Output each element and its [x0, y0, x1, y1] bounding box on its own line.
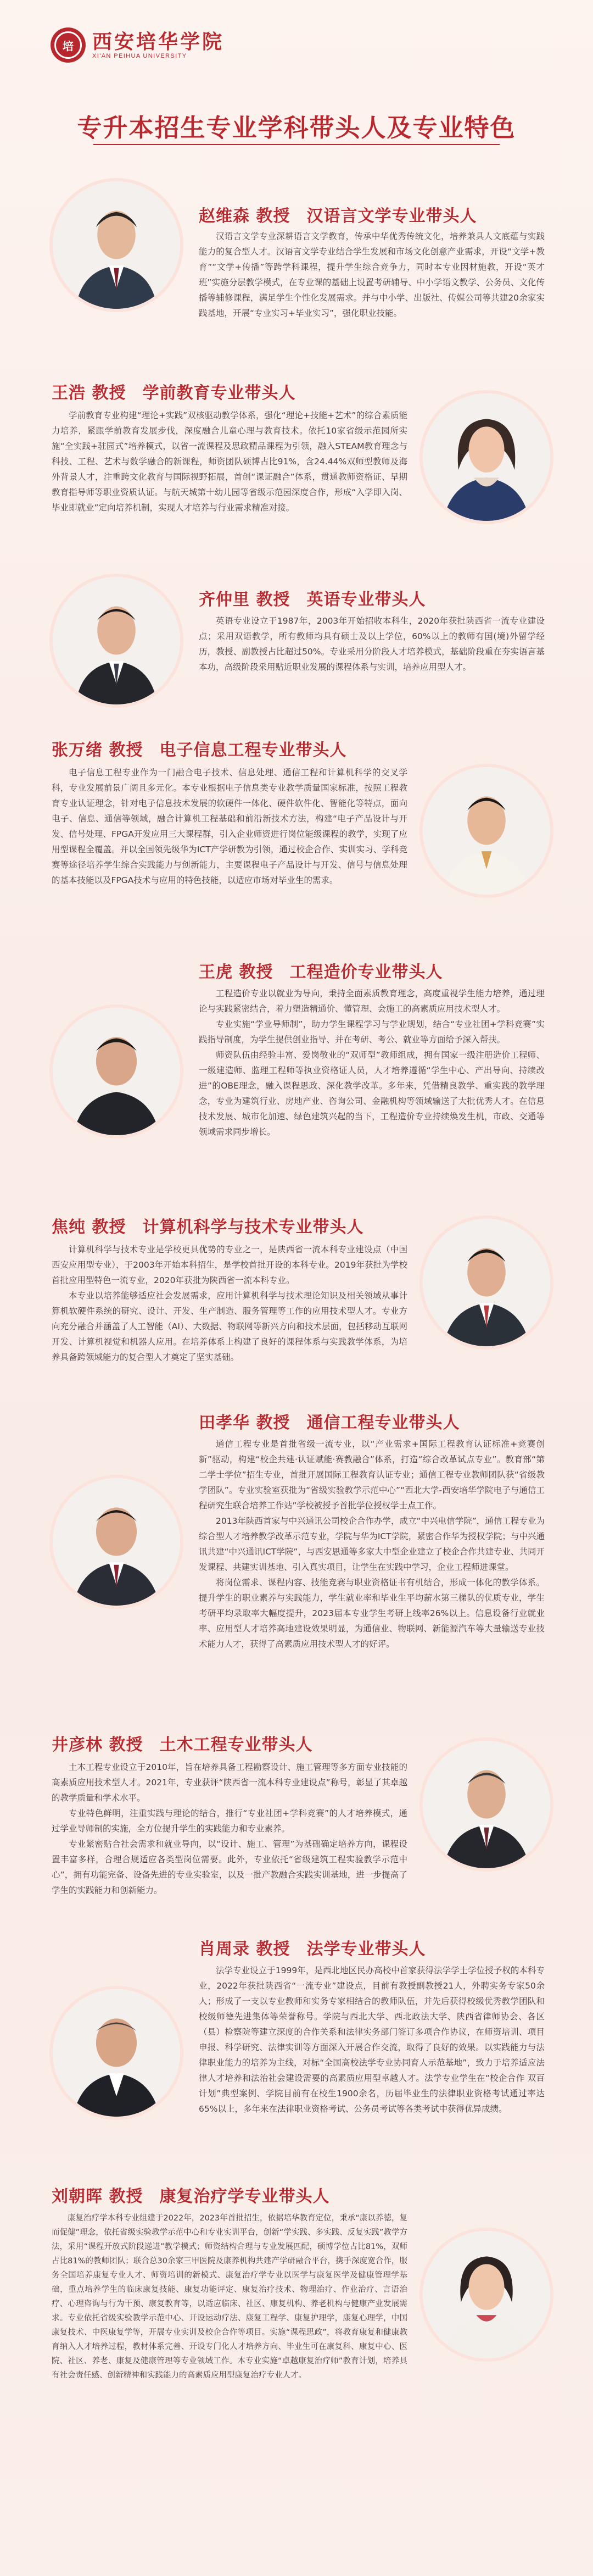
leader-name: 肖周录 教授 — [199, 1940, 290, 1959]
logo-chinese-name: 西安培华学院 — [92, 30, 225, 53]
portrait-zhang — [423, 767, 550, 895]
description-paragraph: 将岗位需求、课程内容、技能竞赛与职业资格证书有机结合，形成一体化的教学体系。提升学生的职业素养与实践能力，学生就业率和毕业生平均薪水第三梯队的优质专业，学生考研平均录取率大幅度提升，2023届本专业学生考研上线率26%以上。信息设备行业就业率、应用型人才培养高地建设效果明显，为通信业、物联网、新能源汽车等大量输送专业技术能力人才，获得了高素质应用技术型人才的好评。 — [199, 1578, 545, 1649]
leader-name: 赵维森 教授 — [199, 207, 290, 226]
university-seal-icon — [51, 27, 86, 63]
leader-role: 通信工程专业带头人 — [306, 1413, 460, 1433]
leader-role: 汉语言文学专业带头人 — [306, 207, 477, 226]
description-paragraph: 康复治疗学本科专业组建于2022年，2023年首批招生，依据培华教育定位，秉承“康以养德，复而促健”理念，依托省级实验教学示范中心和专业实训平台，创新“学实践、多实践、反复实践”教学方法，采用“课程开放式阶段递进”教学模式；师资结构合理与专业发展匹配，硕博学位占比81%，双师占比81%的教师团队；联合总30余家三甲医院及康养机构共建产学研融合平台，携手深度宽合作，服务全国培养康复专业人才、师资培训的新模式、康复治疗学专业以医学与康复医学及健康管理学基础，重点培养学生的临床康复技能、康复功能评定、康复治疗技术、物理治疗、作业治疗、言语治疗、心理咨询与行为干预、康复教育等，以适应临床、社区、康复机构、养老机构与健康产业发展需求。专业依托省级实验教学示范中心、开设运动疗法、康复工程学、康复护理学，康复心理学，中国康复技术、中医康复学等，开展专业实训及校企合作等项目。实施“课程思政”，将教育康复和健康教育纳入人才培养过程，教材体系完善、开设专门化人才培养方向、毕业生可在康复科、康复中心、医院、社区、养老、康复及健康管理等专业领域工作。本专业实施“卓越康复治疗师”教育计划，培养具有社会责任感、创新精神和实践能力的高素质应用型康复治疗专业人才。 — [52, 2214, 407, 2380]
description-paragraph: 专业实施“学业导师制”，助力学生课程学习与学业规划，结合“专业社团+学科竞赛”实践指导制度，为学生提供创业指导、并在考研、考公、就业等方面给予深入帮扶。 — [199, 1019, 545, 1045]
description-paragraph: 学前教育专业构建“理论+实践”双核驱动教学体系，强化“理论+技能+艺术”的综合素质能力培养，紧跟学前教育发展步伐，深度融合儿童心理与教育技术。依托10家省级示范园所实施“全实践+驻园式”培养模式，以省一流课程及思政精品课程为引领，融入STEAM教育理念与科技、工程、艺术与数学融合的新课程，师资团队硕博占比91%，含24.44%双师型教师及海外背景人才，注重跨文化教育与国际视野拓展，首创“课证融合”体系，贯通教师资格证、早期教育指导师等职业资质认证。与航天城第十幼儿园等省级示范园深度合作，形成“入学即入岗、毕业即就业”定向培养机制，实现人才培养与行业需求精准对接。 — [52, 410, 407, 513]
section-heading — [52, 2183, 329, 2207]
section-heading — [199, 958, 443, 982]
portrait-tian — [53, 1478, 180, 1606]
leader-name: 焦纯 教授 — [52, 1218, 126, 1237]
section-description — [199, 1436, 545, 1652]
portrait-qi — [53, 577, 180, 704]
description-paragraph: 汉语言文学专业深耕语言文学教育，传承中华优秀传统文化，培养兼具人文底蕴与实践能力的复合型人才。汉语言文学专业结合学生发展和市场文化创意产业需求，开设“文学+教育”“文学+传播”等跨学科课程，提升学生综合竞争力，同时本专业因材施教，开设“英才班”实施分层教学模式，在专业课的基础上设置考研辅导、中小学语文教学、公务员、文化传播等辅修课程，满足学生个性化发展需求。并与中小学、出版社、传媒公司等共建20余家实践基地，开展“专业实习+毕业实习”，强化职业技能。 — [199, 231, 545, 318]
leader-name: 田孝华 教授 — [199, 1413, 290, 1433]
description-paragraph: 土木工程专业设立于2010年，旨在培养具备工程勘察设计、施工管理等多方面专业技能的高素质应用技术型人才。2021年，专业获评“陕西省一流本科专业建设点”称号，彰显了其卓越的教学质量和学术水平。 — [52, 1762, 407, 1803]
description-paragraph: 本专业以培养能够适应社会发展需求，应用计算机科学与技术理论知识及相关领域从事计算机软硬件系统的研究、设计、开发、生产制造、服务管理等工作的应用技术型人才。专业方向充分融合并涵盖了人工智能（AI）、大数据、物联网等新兴方向和技术层面，包括移动互联网开发、计算机视觉和机器人应用。在培养体系上构建了良好的课程体系与实践教学体系，为培养具备跨领域能力的复合型人才奠定了坚实基础。 — [52, 1291, 407, 1362]
section-description — [199, 1963, 545, 2117]
section-heading — [52, 736, 346, 760]
section-description — [52, 408, 407, 515]
section-heading — [199, 1935, 426, 1959]
leader-role: 英语专业带头人 — [306, 590, 426, 609]
section-heading — [199, 1409, 460, 1433]
leader-role: 学前教育专业带头人 — [142, 384, 296, 403]
description-paragraph: 法学专业设立于1999年，是西北地区民办高校中首家获得法学学士学位授予权的本科专业，2022年获批陕西省“一流专业”建设点，目前有教授副教授21人，外聘实务专家50余人；形成了一支以专业教师和实务专家相结合的教师队伍，并先后获得校级优秀教学团队和校级师德先进集体等荣誉称号。学院与西北大学、西北政法大学、陕西省律师协会、各区（县）检察院等建立深度的合作关系和法律实务部门签订多项合作协议，在师资培训、项目申报、科学研究、法律实训等方面深入开展合作交流，取得了良好的效果。以实践能力与法律职业能力的培养为主线，对标“全国高校法学专业协同育人示范基地”，致力于培养适应法律人才培养和法治社会建设需要的高素质应用型卓越人才。法学专业学生在“校企合作 双百计划”典型案例、学院目前有在校生1900余名，历届毕业生的法律职业资格考试通过率达65%以上，多年来在法律职业资格考试、公务员考试等各类考试中获得优异成绩。 — [199, 1966, 545, 2114]
logo-english-name: XI'AN PEIHUA UNIVERSITY — [92, 53, 187, 59]
leader-name: 井彦林 教授 — [52, 1735, 143, 1755]
portrait-wang-hu — [53, 1008, 180, 1135]
section-description — [52, 1759, 407, 1898]
description-paragraph: 专业紧密贴合社会需求和就业导向，以“设计、施工、管理”为基础确定培养方向，课程设置丰富多样，合理合规适应各类型岗位需要。此外，专业依托“省级建筑工程实验教学示范中心”，拥有功能完备、设备先进的专业实验室，以及一批产教融合实践实训基地，进一步提高了学生的实践能力和创新能力。 — [52, 1839, 407, 1895]
section-heading — [199, 202, 477, 226]
leader-role: 工程造价专业带头人 — [289, 963, 443, 982]
title-divider — [93, 144, 500, 145]
seal-character: 培 — [54, 31, 82, 59]
description-paragraph: 英语专业设立于1987年，2003年开始招收本科生，2020年获批陕西省一流专业建设点；采用双语教学，所有教师均具有硕士及以上学位，60%以上的教师有国(境)外留学经历，教授、副教授占比超过50%。专业采用分阶段人才培养模式，基础阶段重在夯实语言基本功，高级阶段采用贴近职业发展的课程体系与实训，培养应用型人才。 — [199, 616, 545, 672]
description-paragraph: 通信工程专业是首批省级一流专业，以“产业需求+国际工程教育认证标准+竞赛创新”驱动，构建“校企共建·认证赋能·赛教融合”体系，打造“综合改革试点专业”。教育部“第二学士学位”招生专业，首批开展国际工程教育认证专业；通信工程专业教师团队获“省级教学团队”。专业实验室获批为“省级实验教学示范中心”“西北大学-西安培华学院电子与通信工程研究生联合培养工作站”学校被授予首批学位授权学士点工作。 — [199, 1439, 545, 1511]
university-logo — [51, 27, 224, 63]
section-description — [199, 986, 545, 1140]
leader-name: 齐仲里 教授 — [199, 590, 290, 609]
leader-role: 计算机科学与技术专业带头人 — [142, 1218, 364, 1237]
description-paragraph: 专业特色鲜明，注重实践与理论的结合，推行“专业社团+学科竞赛”的人才培养模式，通过学业导师制的实施，全方位提升学生的实践能力和专业素养。 — [52, 1808, 407, 1834]
section-description — [199, 613, 545, 675]
portrait-xiao — [53, 1989, 180, 2117]
section-description — [52, 765, 407, 888]
description-paragraph: 师资队伍由经验丰富、爱岗敬业的“双师型”教师组成，拥有国家一级注册造价工程师、一级建造师、监理工程师等执业资格证人员，人才培养遵循“学生中心、产出导向、持续改进”的OBE理念，融入课程思政、深化教学改革。多年来，凭借精良教学、重实践的教学理念，专业为建筑行业、房地产业、咨询公司、金融机构等领域输送了大批优秀人才。在信息技术发展、城市化加速、绿色建筑兴起的当下，工程造价专业持续焕发生机，市政、交通等领域需求同步增长。 — [199, 1050, 545, 1137]
portrait-jiao — [423, 1219, 550, 1346]
portrait-zhao — [53, 181, 180, 309]
leader-role: 电子信息工程专业带头人 — [159, 741, 347, 760]
page-title: 专升本招生专业学科带头人及专业特色 — [77, 113, 516, 142]
portrait-wang-hao — [423, 393, 550, 521]
description-paragraph: 2013年陕西首家与中兴通讯公司校企合作办学，成立“中兴电信学院”，通信工程专业为综合型人才培养教学改革示范专业，学院与华为ICT学院，紧密合作华为授权学院；与中兴通讯共建“中兴通讯ICT学院”，与西安思通等多家大中型企业建立了校企合作共建专业、共同开发课程、共建实训基地、引入真实项目，让学生在实践中学习，企业工程师进课堂。 — [199, 1516, 545, 1572]
portrait-liu — [423, 2231, 550, 2358]
leader-name: 刘朝晖 教授 — [52, 2187, 143, 2206]
section-description — [52, 2211, 407, 2383]
section-description — [199, 229, 545, 321]
description-paragraph: 计算机科学与技术专业是学校更具优势的专业之一，是陕西省一流本科专业建设点（中国西安应用型专业），于2003年开始本科招生，是学校首批开设的本科专业。2019年获批为学校首批应用型特色一流专业，2020年获批为陕西省一流本科专业。 — [52, 1245, 407, 1285]
section-description — [52, 1242, 407, 1365]
portrait-jing — [423, 1741, 550, 1868]
description-paragraph: 电子信息工程专业作为一门融合电子技术、信息处理、通信工程和计算机科学的交叉学科，专业发展前景广阔且多元化。本专业根据电子信息类专业教学质量国家标准，按照工程教育专业认证理念，针对电子信息技术发展的软硬件一体化、硬件软件化、智能化等特点，面向电子、信息、通信等领域，融合计算机工程基础和前沿新技术方法，构建“电子产品设计与开发、信号处理、FPGA开发应用三大课程群，引入企业师资进行岗位能级课程的教学，实现了应用型课程全覆盖。并以全国领先级华为ICT产学研教为引领，通过校企合作、实训实习、学科竞赛等途径培养学生综合实践能力与创新能力，主要课程电子产品设计与开发、信号与信息处理的基本技能以及FPGA技术与应用的特色技能，以适应市场对毕业生的需求。 — [52, 768, 407, 885]
leader-role: 法学专业带头人 — [306, 1940, 426, 1959]
leader-name: 王浩 教授 — [52, 384, 126, 403]
section-heading — [199, 586, 426, 610]
description-paragraph: 工程造价专业以就业为导向，秉持全面素质教育理念，高度重视学生能力培养，通过理论与实践紧密结合，着力塑造精通价、懂管理、会施工的高素质应用技术型人才。 — [199, 989, 545, 1014]
leader-name: 张万绪 教授 — [52, 741, 143, 760]
section-heading — [52, 1213, 363, 1237]
leader-role: 康复治疗学专业带头人 — [159, 2187, 330, 2206]
section-heading — [52, 1731, 312, 1755]
leader-role: 土木工程专业带头人 — [159, 1735, 313, 1755]
section-heading — [52, 379, 295, 403]
leader-name: 王虎 教授 — [199, 963, 273, 982]
